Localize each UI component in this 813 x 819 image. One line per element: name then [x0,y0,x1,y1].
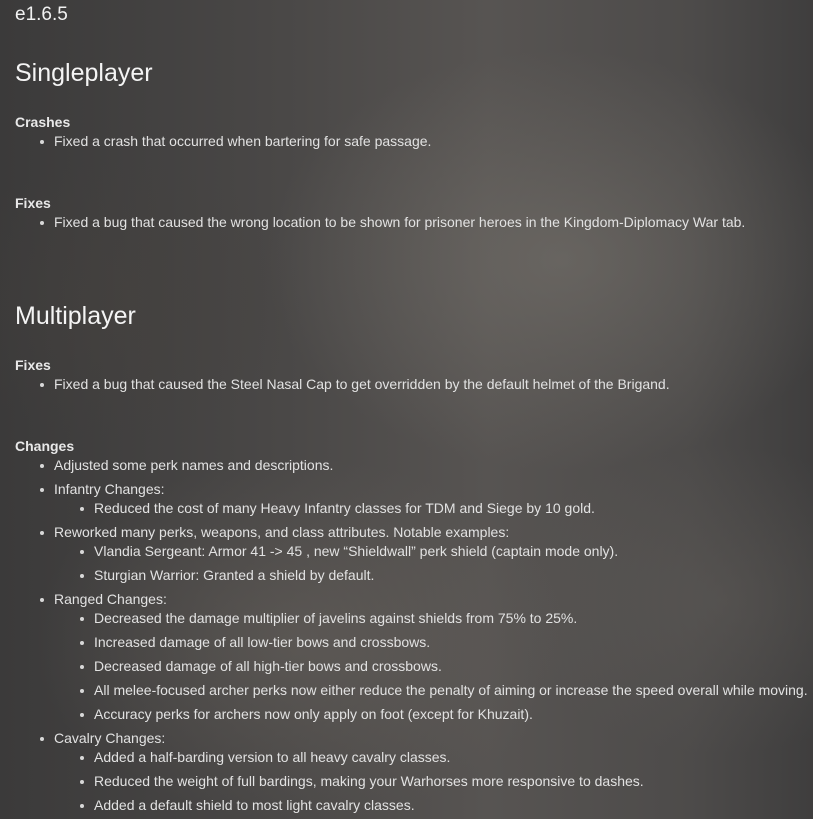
singleplayer-title: Singleplayer [15,59,153,87]
ranged-changes [15,591,167,608]
multiplayer-changes-heading: Changes [15,438,75,454]
multiplayer-fixes-list [15,376,670,393]
ranged-changes-list-5 [15,706,533,723]
list-item: Reduced the weight of full bardings, making your Warhorses more responsive to dashes. [15,773,644,790]
list-item: Vlandia Sergeant: Armor 41 -> 45 , new “Shieldwall” perk shield (captain mode only). [15,543,618,560]
singleplayer-crashes-list [15,133,431,150]
list-item: Reduced the cost of many Heavy Infantry classes for TDM and Siege by 10 gold. [15,500,595,517]
list-item: Accuracy perks for archers now only apply on foot (except for Khuzait). [15,706,533,723]
list-item: Infantry Changes: [15,481,165,498]
list-item: Sturgian Warrior: Granted a shield by default. [15,567,374,584]
cavalry-changes-list-3 [15,797,415,814]
list-item: Decreased the damage multiplier of javelins against shields from 75% to 25%. [15,610,577,627]
list-item: Increased damage of all low-tier bows and crossbows. [15,634,430,651]
multiplayer-changes-list [15,457,333,474]
list-item: Reworked many perks, weapons, and class attributes. Notable examples: [15,524,509,541]
reworked-changes-list-2 [15,567,374,584]
list-item: Fixed a bug that caused the Steel Nasal Cap to get overridden by the default helmet of the Brigand. [15,376,670,393]
infantry-changes [15,481,165,498]
multiplayer-fixes-heading: Fixes [15,357,51,373]
list-item: Added a half-barding version to all heavy cavalry classes. [15,749,450,766]
multiplayer-title: Multiplayer [15,302,136,330]
list-item: Added a default shield to most light cavalry classes. [15,797,415,814]
list-item: All melee-focused archer perks now either reduce the penalty of aiming or increase the speed overall while moving. [15,682,808,699]
version-label: e1.6.5 [15,4,68,25]
list-item: Cavalry Changes: [15,730,165,747]
singleplayer-crashes-heading: Crashes [15,114,71,130]
ranged-changes-list-2 [15,634,430,651]
ranged-changes-list-3 [15,658,442,675]
reworked-changes-list [15,543,618,560]
list-item: Adjusted some perk names and descriptions. [15,457,333,474]
ranged-changes-list [15,610,577,627]
ranged-changes-list-4 [15,682,808,699]
cavalry-changes [15,730,165,747]
infantry-changes-list [15,500,595,517]
list-item: Decreased damage of all high-tier bows and crossbows. [15,658,442,675]
list-item: Fixed a crash that occurred when bartering for safe passage. [15,133,431,150]
list-item: Fixed a bug that caused the wrong location to be shown for prisoner heroes in the Kingdom-Diplomacy War tab. [15,214,745,231]
cavalry-changes-list-2 [15,773,644,790]
patch-notes-page [15,0,813,819]
singleplayer-fixes-list [15,214,745,231]
singleplayer-fixes-heading: Fixes [15,195,51,211]
cavalry-changes-list [15,749,450,766]
reworked-changes [15,524,509,541]
list-item: Ranged Changes: [15,591,167,608]
